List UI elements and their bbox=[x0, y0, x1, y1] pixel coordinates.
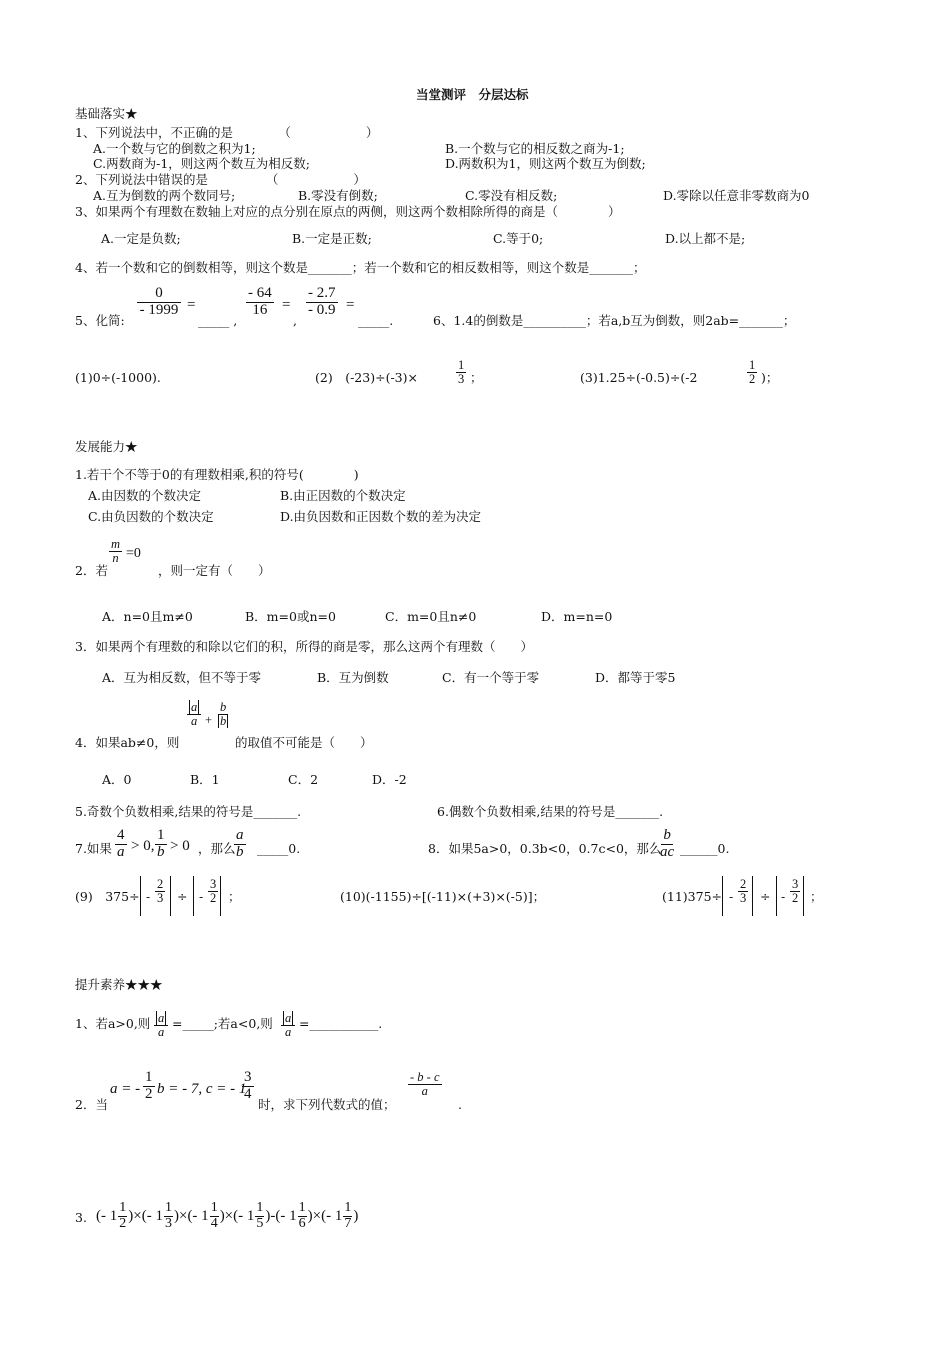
s1-q1-option-c: C.两数商为-1，则这两个数互为相反数; bbox=[93, 156, 310, 171]
term-fraction bbox=[343, 1201, 352, 1231]
s2-q4-option-d: D．-2 bbox=[372, 772, 407, 787]
divide-sign: ÷ bbox=[177, 889, 188, 904]
numerator: 1 bbox=[145, 1069, 153, 1085]
denominator: a bbox=[421, 1084, 428, 1099]
term-prefix: (- 1 bbox=[141, 1207, 163, 1224]
plus-sign: + bbox=[205, 713, 213, 727]
divide-sign: ÷ bbox=[760, 889, 771, 904]
s2-q2-option-c: C．m=0且n≠0 bbox=[385, 609, 477, 624]
s2-q5: 5.奇数个负数相乘,结果的符号是_______. bbox=[75, 804, 302, 819]
term-suffix: )- bbox=[265, 1207, 276, 1224]
s1-q5-blank-3: _____. bbox=[358, 313, 394, 328]
equals-sign: = bbox=[282, 297, 291, 313]
denominator: 2 bbox=[145, 1085, 153, 1102]
numerator bbox=[154, 1012, 168, 1026]
s2-q4-fraction-2 bbox=[216, 701, 230, 728]
s2-calc-9: (9) 375÷ bbox=[75, 889, 140, 904]
s2-q1-option-b: B.由正因数的个数决定 bbox=[280, 488, 406, 503]
numerator: a bbox=[236, 827, 244, 843]
term-fraction bbox=[118, 1201, 127, 1231]
s1-calc-2-end: ； bbox=[470, 370, 483, 385]
section-heading-basic: 基础落实★ bbox=[75, 106, 138, 121]
semicolon: ； bbox=[228, 889, 241, 904]
s2-calc-9-fraction-2 bbox=[208, 878, 218, 905]
s2-q4-option-c: C．2 bbox=[288, 772, 319, 787]
denominator: 2 bbox=[749, 372, 756, 387]
s1-q1: 1、下列说法中，不正确的是 （ ） bbox=[75, 125, 379, 140]
numerator: - 2.7 bbox=[308, 285, 336, 301]
s3-q2-fraction-3 bbox=[408, 1071, 442, 1098]
numerator: 1 bbox=[210, 1199, 218, 1215]
denominator: 4 bbox=[210, 1215, 218, 1231]
s1-q2-option-b: B.零没有倒数; bbox=[298, 188, 378, 203]
denominator: 3 bbox=[458, 372, 465, 387]
s1-calc-2: (2) (-23)÷(-3)× bbox=[315, 370, 418, 385]
s3-q2-label: 2．当 bbox=[75, 1097, 108, 1112]
s3-q1-part-1: 1、若a>0,则 bbox=[75, 1016, 151, 1031]
term-suffix: )× bbox=[219, 1207, 234, 1224]
s2-calc-10: (10)(-1155)÷[(-11)×(+3)×(-5)]； bbox=[340, 889, 546, 904]
s2-q1: 1.若干个不等于0的有理数相乘,积的符号( ) bbox=[75, 467, 359, 482]
numerator: m bbox=[111, 537, 121, 551]
s2-q3: 3．如果两个有理数的和除以它们的积，所得的商是零，那么这两个有理数（ ） bbox=[75, 639, 533, 654]
s2-calc-9-fraction-1 bbox=[155, 878, 165, 905]
absolute-value: a bbox=[285, 1011, 292, 1025]
s1-q3-option-d: D.以上都不是; bbox=[665, 231, 746, 246]
s2-q3-option-b: B．互为倒数 bbox=[317, 670, 389, 685]
term-suffix: )× bbox=[307, 1207, 322, 1224]
bracket-left bbox=[193, 876, 194, 916]
numerator: 1 bbox=[458, 358, 465, 372]
s1-q2-option-d: D.零除以任意非零数商为0 bbox=[663, 188, 810, 203]
numerator: 1 bbox=[256, 1199, 264, 1215]
numerator: 0 bbox=[137, 286, 181, 303]
s3-q1-part-3: =___________. bbox=[299, 1016, 383, 1031]
denominator: - 1999 bbox=[139, 301, 179, 318]
denominator: b bbox=[236, 843, 244, 860]
s3-q2-expr-a: a = - bbox=[110, 1081, 141, 1097]
s2-q8-end: ______0. bbox=[680, 841, 730, 856]
term-fraction bbox=[298, 1201, 307, 1231]
absolute-value: b bbox=[220, 714, 227, 729]
s2-q7-fraction-1 bbox=[115, 828, 127, 861]
s3-q2-expr-b: b = - 7, c = - 1 bbox=[157, 1081, 247, 1097]
bracket-left bbox=[722, 876, 723, 916]
denominator: 3 bbox=[157, 891, 164, 906]
denominator: 7 bbox=[344, 1215, 352, 1231]
s1-q1-option-d: D.两数积为1，则这两个数互为倒数; bbox=[445, 156, 646, 171]
section-heading-develop: 发展能力★ bbox=[75, 439, 138, 454]
s2-q4-option-a: A．0 bbox=[102, 772, 132, 787]
term-suffix: )× bbox=[128, 1207, 142, 1224]
term-suffix: ) bbox=[353, 1207, 359, 1224]
numerator: 4 bbox=[117, 827, 125, 843]
denominator: ac bbox=[660, 843, 675, 860]
numerator: 1 bbox=[164, 1199, 172, 1215]
denominator: 2 bbox=[210, 891, 217, 906]
s1-q1-option-b: B.一个数与它的相反数之商为-1; bbox=[445, 141, 625, 156]
s1-calc-2-fraction bbox=[456, 359, 466, 386]
numerator: 3 bbox=[792, 877, 799, 891]
s2-q1-option-d: D.由负因数和正因数个数的差为决定 bbox=[280, 509, 482, 524]
numerator: 1 bbox=[298, 1199, 306, 1215]
s2-q4-option-b: B．1 bbox=[190, 772, 220, 787]
s3-q1-fraction-1 bbox=[154, 1012, 168, 1039]
s3-q1-part-2: =_____;若a<0,则 bbox=[172, 1016, 273, 1031]
denominator: a bbox=[158, 1025, 165, 1040]
bracket-right bbox=[220, 876, 221, 916]
numerator: 1 bbox=[157, 827, 165, 843]
absolute-value: a bbox=[158, 1011, 165, 1025]
s2-q2-option-d: D．m=n=0 bbox=[541, 609, 613, 624]
numerator: 1 bbox=[119, 1199, 127, 1215]
s2-q2-equation: =0 bbox=[126, 546, 141, 561]
s1-calc-3-end: )； bbox=[761, 370, 779, 385]
s3-q2-fraction-1 bbox=[143, 1070, 155, 1103]
minus-sign: - bbox=[729, 889, 734, 904]
term-suffix: )× bbox=[173, 1207, 188, 1224]
s2-calc-11-fraction-1 bbox=[738, 878, 748, 905]
numerator: 3 bbox=[210, 877, 217, 891]
s2-calc-11: (11)375÷ bbox=[662, 889, 722, 904]
denominator: 2 bbox=[119, 1215, 127, 1231]
s2-q8-fraction bbox=[658, 828, 676, 861]
s3-q3-label: 3. bbox=[75, 1210, 87, 1225]
s1-q3-option-b: B.一定是正数; bbox=[292, 231, 372, 246]
s1-q5-fraction-3 bbox=[306, 286, 338, 319]
semicolon: ； bbox=[810, 889, 823, 904]
s2-q2-option-b: B．m=0或n=0 bbox=[245, 609, 336, 624]
denominator: 6 bbox=[298, 1215, 306, 1231]
s1-q5-blank-2: , bbox=[293, 313, 297, 328]
s1-q5-fraction-2 bbox=[246, 286, 274, 319]
term-prefix: (- 1 bbox=[96, 1207, 118, 1224]
numerator: 1 bbox=[344, 1199, 352, 1215]
equals-sign: = bbox=[346, 297, 355, 313]
s3-q2-middle: 时，求下列代数式的值； bbox=[258, 1097, 396, 1112]
s1-q5-blank-1: _____ , bbox=[198, 313, 238, 328]
s2-q7-fraction-2 bbox=[155, 828, 167, 861]
term-prefix: (- 1 bbox=[321, 1207, 343, 1224]
s1-q3: 3、如果两个有理数在数轴上对应的点分别在原点的两侧，则这两个数相除所得的商是（ ） bbox=[75, 204, 621, 219]
numerator: - b - c bbox=[410, 1070, 440, 1084]
s3-q1-fraction-2 bbox=[281, 1012, 295, 1039]
s2-q1-option-c: C.由负因数的个数决定 bbox=[88, 509, 214, 524]
denominator: 16 bbox=[252, 301, 268, 318]
numerator bbox=[281, 1012, 295, 1026]
numerator: 1 bbox=[749, 358, 756, 372]
s2-q7-label: 7.如果 bbox=[75, 841, 112, 856]
term-fraction bbox=[255, 1201, 264, 1231]
term-fraction bbox=[164, 1201, 173, 1231]
denominator: 5 bbox=[256, 1215, 264, 1231]
denominator: b bbox=[157, 843, 165, 860]
s2-q7-end: _____0. bbox=[257, 841, 301, 856]
bracket-left bbox=[776, 876, 777, 916]
minus-sign: - bbox=[146, 889, 151, 904]
bracket-left bbox=[140, 876, 141, 916]
s1-calc-1: (1)0÷(-1000). bbox=[75, 370, 161, 385]
denominator: n bbox=[112, 551, 119, 566]
denominator: a bbox=[191, 714, 198, 729]
s1-q2-option-a: A.互为倒数的两个数同号; bbox=[93, 188, 236, 203]
numerator: 2 bbox=[740, 877, 747, 891]
minus-sign: - bbox=[781, 889, 786, 904]
s2-q7-then: ，那么 bbox=[198, 841, 236, 856]
numerator: b bbox=[663, 827, 671, 843]
s2-q7-inequality-1: > 0, bbox=[131, 838, 155, 854]
s1-q3-option-a: A.一定是负数; bbox=[101, 231, 181, 246]
s1-q6: 6、1.4的倒数是__________；若a,b互为倒数，则2ab=_______； bbox=[433, 313, 796, 328]
bracket-right bbox=[170, 876, 171, 916]
s1-q2: 2、下列说法中错误的是 （ ） bbox=[75, 172, 366, 187]
s1-q4: 4、若一个数和它的倒数相等，则这个数是_______；若一个数和它的相反数相等，则这个数是_______； bbox=[75, 260, 646, 275]
s2-q3-option-d: D．都等于零5 bbox=[595, 670, 676, 685]
term-prefix: (- 1 bbox=[233, 1207, 255, 1224]
numerator: 2 bbox=[157, 877, 164, 891]
s2-q4-end: 的取值不可能是（ ） bbox=[235, 735, 373, 750]
s2-q6: 6.偶数个负数相乘,结果的符号是_______. bbox=[437, 804, 664, 819]
s1-q2-option-c: C.零没有相反数; bbox=[465, 188, 558, 203]
denominator: 4 bbox=[244, 1085, 252, 1102]
s1-calc-3: (3)1.25÷(-0.5)÷(-2 bbox=[580, 370, 698, 385]
s2-q4: 4．如果ab≠0，则 bbox=[75, 735, 180, 750]
denominator: a bbox=[117, 843, 125, 860]
numerator: b bbox=[220, 700, 227, 714]
s2-q7-fraction-3 bbox=[234, 828, 246, 861]
bracket-right bbox=[752, 876, 753, 916]
term-fraction bbox=[210, 1201, 219, 1231]
s1-q3-option-c: C.等于0; bbox=[493, 231, 544, 246]
bracket-right bbox=[803, 876, 804, 916]
s2-q2-fraction bbox=[109, 538, 122, 565]
numerator bbox=[187, 701, 201, 715]
section-heading-improve: 提升素养★★★ bbox=[75, 977, 163, 992]
s2-q4-fraction-1 bbox=[187, 701, 201, 728]
s1-q5-fraction-1 bbox=[137, 286, 181, 319]
denominator: 3 bbox=[740, 891, 747, 906]
equals-sign: = bbox=[187, 297, 196, 313]
s1-calc-3-fraction bbox=[747, 359, 757, 386]
s1-q5-label: 5、化简: bbox=[75, 313, 125, 328]
s1-q1-option-a: A.一个数与它的倒数之积为1; bbox=[93, 141, 256, 156]
s2-q2: 2．若 ，则一定有（ ） bbox=[75, 563, 271, 578]
denominator: a bbox=[285, 1025, 292, 1040]
page-title: 当堂测评 分层达标 bbox=[416, 87, 529, 102]
s3-q3-expression bbox=[96, 1195, 358, 1237]
s2-q7-inequality-2: > 0 bbox=[170, 838, 190, 854]
s2-q2-option-a: A．n=0且m≠0 bbox=[102, 609, 193, 624]
numerator: 3 bbox=[244, 1069, 252, 1085]
minus-sign: - bbox=[199, 889, 204, 904]
numerator: - 64 bbox=[248, 285, 272, 301]
s2-q3-option-c: C．有一个等于零 bbox=[442, 670, 540, 685]
s2-q3-option-a: A．互为相反数，但不等于零 bbox=[102, 670, 262, 685]
s3-q2-fraction-2 bbox=[242, 1070, 254, 1103]
denominator: - 0.9 bbox=[308, 301, 336, 318]
s3-q2-end: . bbox=[458, 1097, 462, 1112]
denominator: 3 bbox=[164, 1215, 172, 1231]
absolute-value: a bbox=[191, 700, 198, 714]
s2-q8: 8．如果5a>0，0.3b<0，0.7c<0，那么 bbox=[428, 841, 662, 856]
denominator: 2 bbox=[792, 891, 799, 906]
s2-calc-11-fraction-2 bbox=[790, 878, 800, 905]
s2-q1-option-a: A.由因数的个数决定 bbox=[88, 488, 202, 503]
term-prefix: (- 1 bbox=[187, 1207, 209, 1224]
term-prefix: (- 1 bbox=[275, 1207, 297, 1224]
denominator bbox=[216, 715, 230, 728]
